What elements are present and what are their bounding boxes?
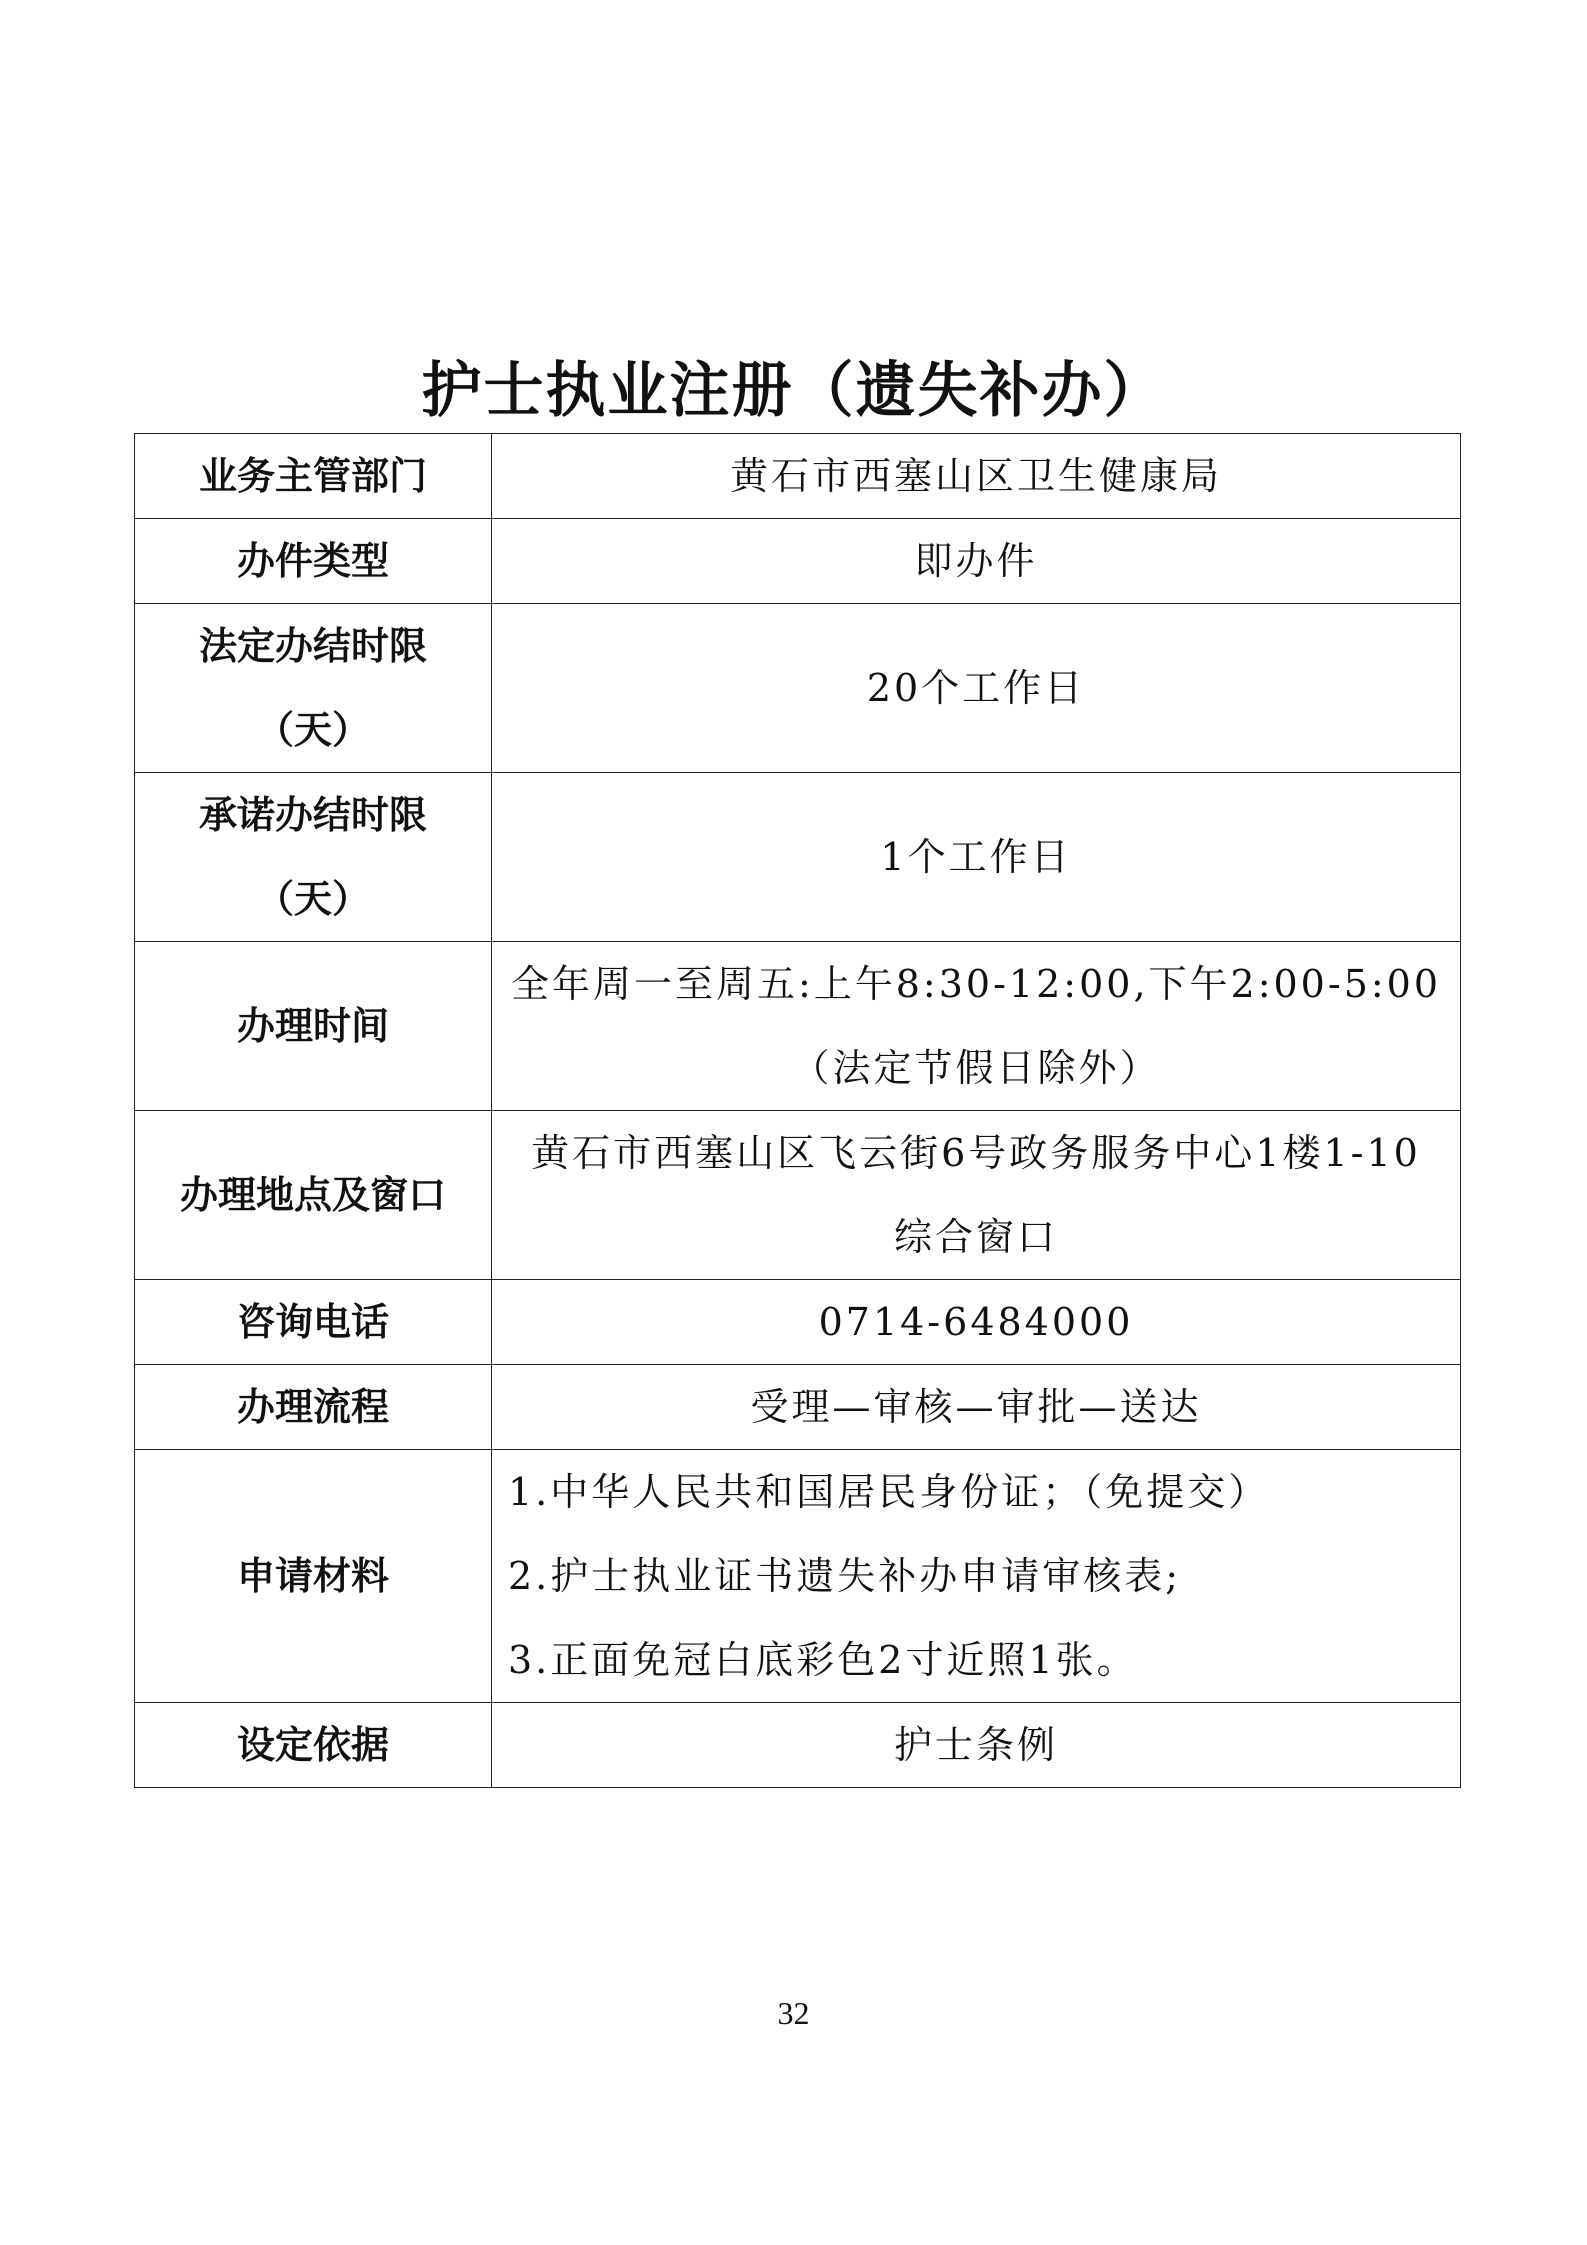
label-line: 法定办结时限 [198,624,427,668]
page-number: 32 [777,1995,810,2031]
value-line: 全年周一至周五:上午8:30-12:00,下午2:00-5:00 [510,962,1442,1006]
row-label-department: 业务主管部门 [135,434,492,519]
label-line: 承诺办结时限 [198,793,427,837]
material-item: 3.正面免冠白底彩色2寸近照1张。 [508,1638,1138,1682]
table-row [135,942,1461,1111]
table-row [135,434,1461,519]
material-item: 1.中华人民共和国居民身份证；（免提交） [508,1470,1270,1514]
row-value-basis: 护士条例 [492,1703,1461,1788]
service-info-table [134,433,1461,1788]
row-label-hours: 办理时间 [135,942,492,1111]
row-value-phone: 0714-6484000 [492,1280,1461,1365]
row-label-process: 办理流程 [135,1365,492,1450]
table-row [135,1365,1461,1450]
table-row [135,1703,1461,1788]
row-value-promised-limit: 1个工作日 [492,773,1461,942]
row-value-materials [492,1450,1461,1703]
row-label-type: 办件类型 [135,519,492,604]
table-row [135,1111,1461,1280]
page-title: 护士执业注册（遗失补办） [421,356,1166,426]
table-row [135,519,1461,604]
table-row [135,1450,1461,1703]
table-row [135,773,1461,942]
row-value-department: 黄石市西塞山区卫生健康局 [492,434,1461,519]
table-row [135,1280,1461,1365]
value-line: 黄石市西塞山区飞云街6号政务服务中心1楼1-10 [531,1131,1421,1175]
value-line: 综合窗口 [893,1215,1058,1259]
row-value-process: 受理—审核—审批—送达 [492,1365,1461,1450]
row-label-basis: 设定依据 [135,1703,492,1788]
row-label-legal-limit [135,604,492,773]
material-item: 2.护士执业证书遗失补办申请审核表; [508,1554,1182,1598]
label-line: （天） [255,877,370,921]
row-label-promised-limit [135,773,492,942]
row-label-materials: 申请材料 [135,1450,492,1703]
table-row [135,604,1461,773]
value-line: （法定节假日除外） [791,1046,1161,1090]
row-label-phone: 咨询电话 [135,1280,492,1365]
row-value-legal-limit: 20个工作日 [492,604,1461,773]
row-value-location [492,1111,1461,1280]
row-value-type: 即办件 [492,519,1461,604]
row-value-hours [492,942,1461,1111]
label-line: （天） [255,708,370,752]
row-label-location: 办理地点及窗口 [135,1111,492,1280]
